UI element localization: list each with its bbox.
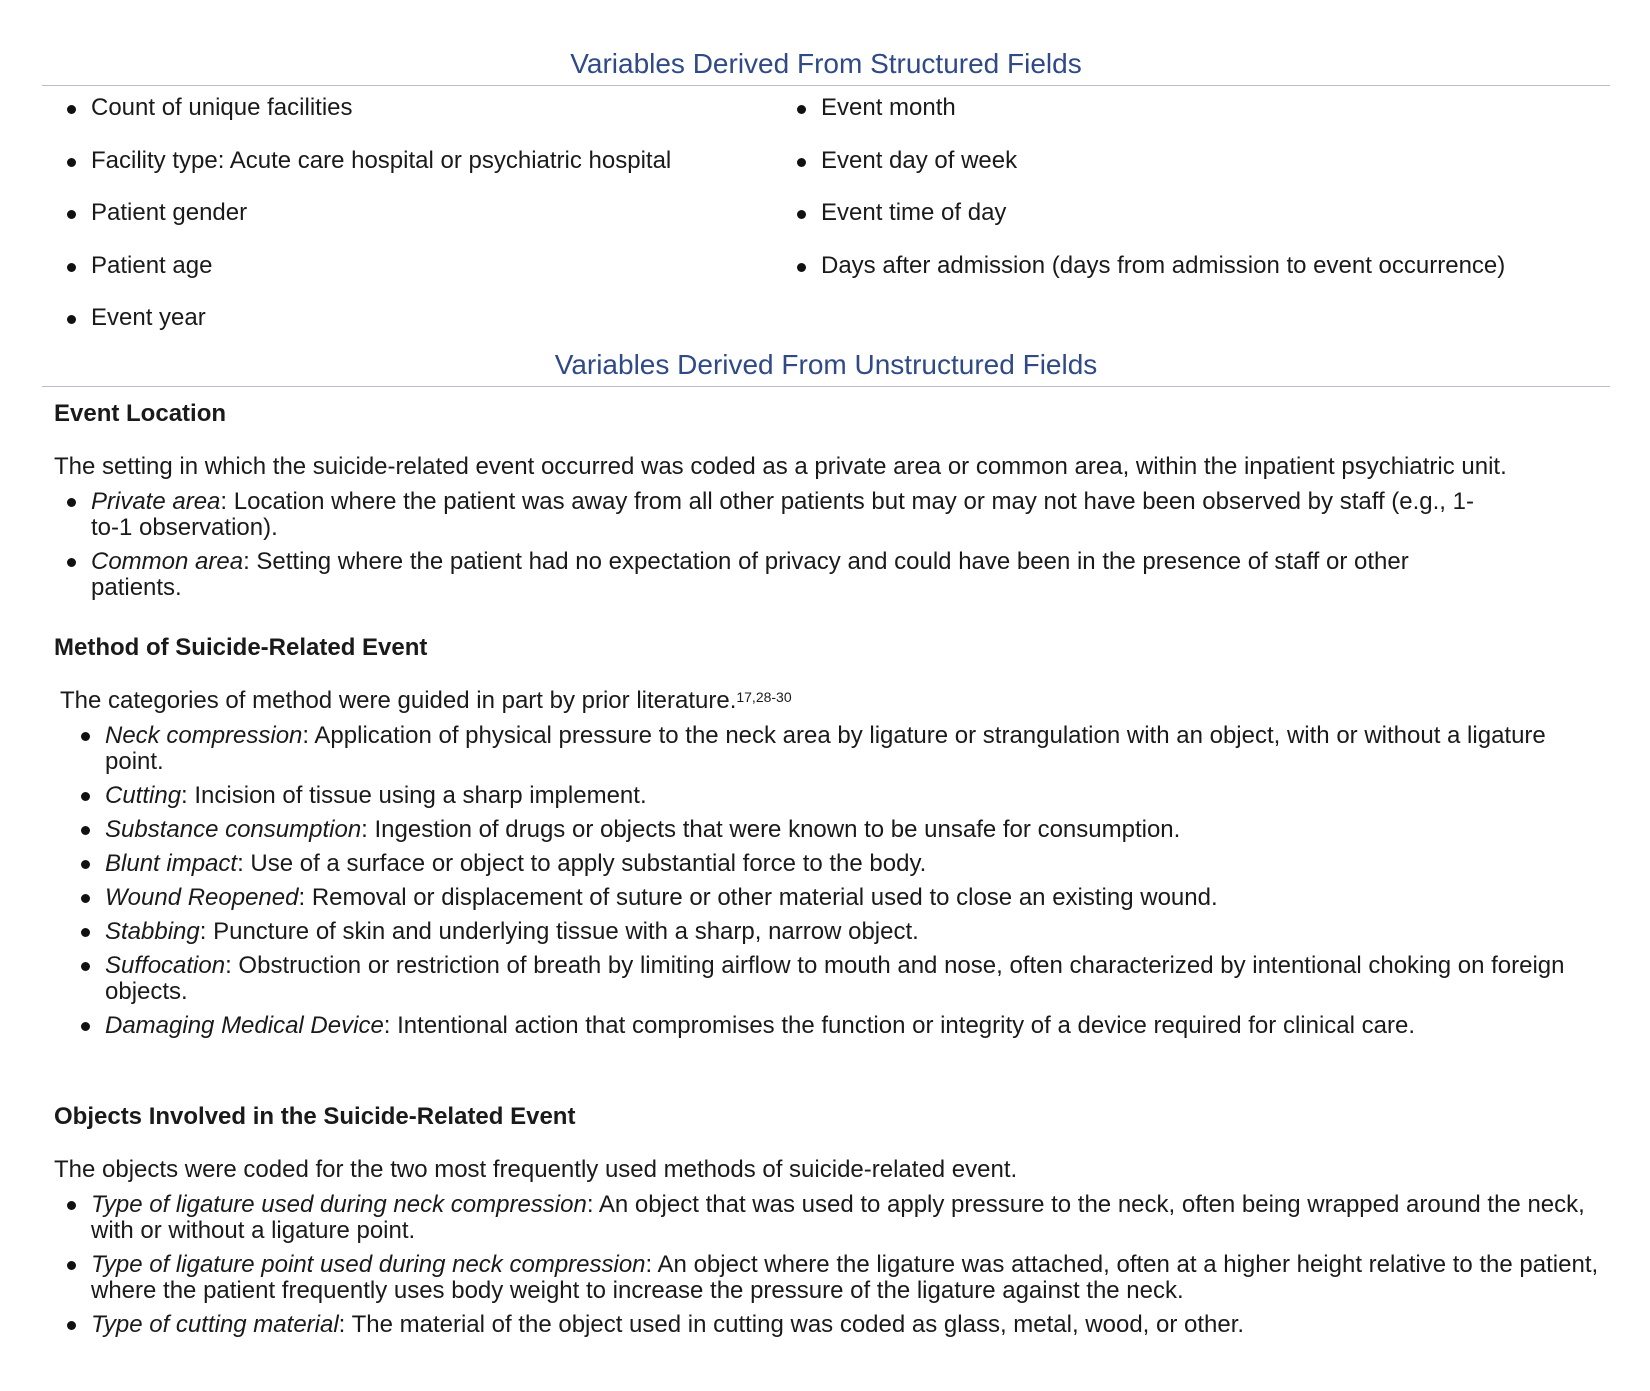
term: Type of ligature used during neck compression [91, 1191, 587, 1218]
definition: : Incision of tissue using a sharp implement. [181, 782, 647, 809]
list-item [67, 489, 1487, 541]
event-location-heading: Event Location [54, 400, 227, 427]
list-item: Count of unique facilities [67, 93, 747, 146]
event-location-intro: The setting in which the suicide-related event occurred was coded as a private area or common area, within the inpatient psychiatric unit. [54, 453, 1507, 480]
definition: : The material of the object used in cutting was coded as glass, metal, wood, or other. [338, 1311, 1245, 1338]
term: Cutting [105, 782, 182, 809]
list-item [67, 549, 1487, 601]
definition: : Use of a surface or object to apply substantial force to the body. [237, 850, 927, 877]
list-item: Event day of week [797, 146, 1597, 199]
method-heading: Method of Suicide-Related Event [54, 634, 428, 661]
method-intro-text: The categories of method were guided in part by prior literature. [60, 687, 737, 714]
definition: : Puncture of skin and underlying tissue with a sharp, narrow object. [199, 918, 919, 945]
list-item: Event month [797, 93, 1597, 146]
term: Stabbing [105, 918, 200, 945]
definition: : Removal or displacement of suture or other material used to close an existing wound. [298, 884, 1218, 911]
list-item [81, 1013, 1581, 1039]
definition: : Location where the patient was away from all other patients but may or may not have been observed by staff (e.g., 1-to-1 observation). [91, 488, 1474, 541]
objects-list [67, 1192, 1607, 1346]
definition: : An object where the ligature was attached, often at a higher height relative to the patient, where the patient frequently uses body weight to increase the pressure of the ligature against the neck. [91, 1251, 1599, 1304]
list-item: Facility type: Acute care hospital or psychiatric hospital [67, 146, 747, 199]
list-item [67, 1192, 1607, 1244]
method-list [81, 723, 1581, 1047]
definition: : Application of physical pressure to the neck area by ligature or strangulation with an object, with or without a ligature point. [105, 722, 1546, 775]
method-intro [60, 686, 792, 716]
term: Private area [91, 488, 221, 515]
term: Type of ligature point used during neck compression [91, 1251, 646, 1278]
list-item: Patient gender [67, 198, 747, 251]
definition: : Setting where the patient had no expectation of privacy and could have been in the presence of staff or other patients. [91, 548, 1409, 601]
definition: : An object that was used to apply pressure to the neck, often being wrapped around the neck, with or without a ligature point. [91, 1191, 1585, 1244]
definition: : Intentional action that compromises the function or integrity of a device required for clinical care. [383, 1012, 1415, 1039]
term: Damaging Medical Device [105, 1012, 384, 1039]
list-item [67, 1312, 1607, 1338]
list-item: Event year [67, 303, 747, 356]
list-item [81, 851, 1581, 877]
unstructured-section-title: Variables Derived From Unstructured Fields [42, 348, 1610, 387]
list-item [81, 953, 1581, 1005]
term: Substance consumption [105, 816, 362, 843]
list-item [81, 885, 1581, 911]
list-item [81, 783, 1581, 809]
term: Wound Reopened [105, 884, 299, 911]
structured-section-title: Variables Derived From Structured Fields [42, 47, 1610, 86]
term: Neck compression [105, 722, 303, 749]
term: Blunt impact [105, 850, 238, 877]
list-item [81, 817, 1581, 843]
term: Suffocation [105, 952, 226, 979]
event-location-list [67, 489, 1487, 609]
list-item [67, 1252, 1607, 1304]
list-item: Event time of day [797, 198, 1597, 251]
list-item: Patient age [67, 251, 747, 304]
citation-ref: 17,28-30 [736, 689, 792, 705]
objects-heading: Objects Involved in the Suicide-Related Event [54, 1103, 576, 1130]
list-item: Days after admission (days from admission to event occurrence) [797, 251, 1597, 304]
term: Type of cutting material [91, 1311, 339, 1338]
definition: : Ingestion of drugs or objects that were known to be unsafe for consumption. [361, 816, 1181, 843]
structured-right-list [797, 93, 1597, 303]
structured-left-list [67, 93, 747, 356]
definition: : Obstruction or restriction of breath by limiting airflow to mouth and nose, often characterized by intentional choking on foreign objects. [105, 952, 1565, 1005]
list-item [81, 723, 1581, 775]
list-item [81, 919, 1581, 945]
term: Common area [91, 548, 244, 575]
objects-intro: The objects were coded for the two most frequently used methods of suicide-related event. [54, 1156, 1018, 1183]
